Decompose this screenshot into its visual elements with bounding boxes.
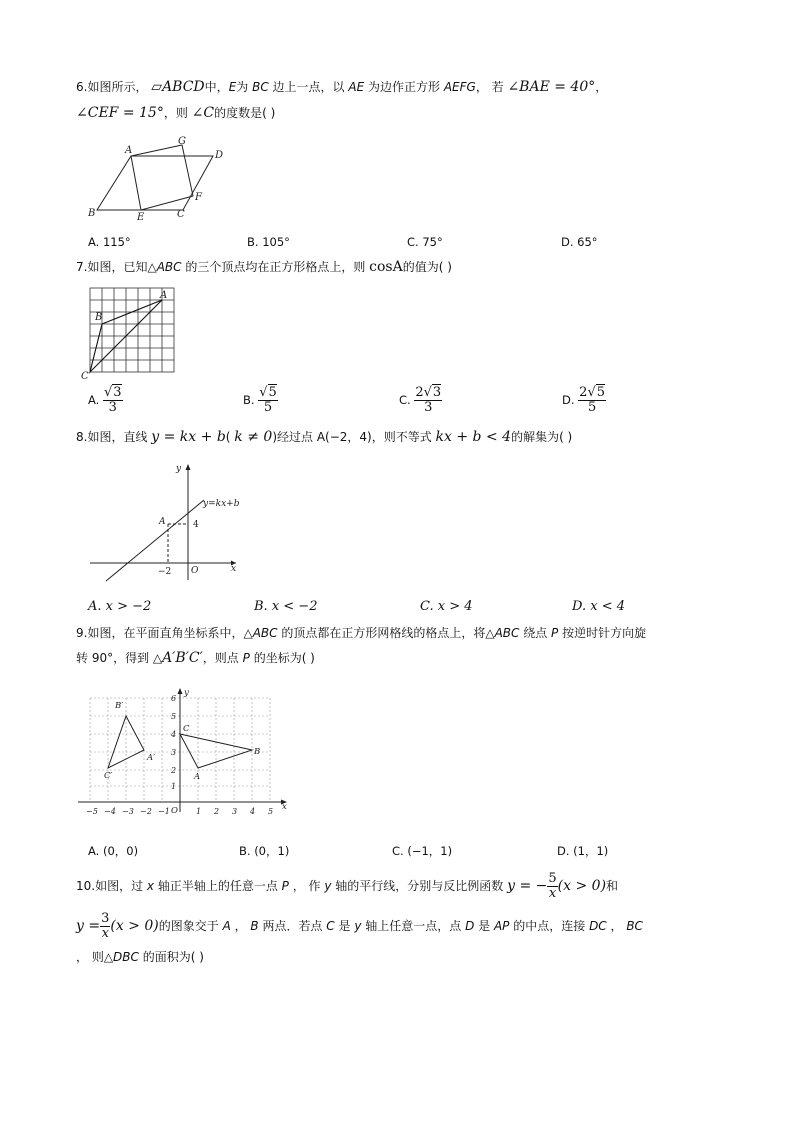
numerator: 5 bbox=[548, 871, 557, 886]
q6-bc: BC bbox=[252, 80, 269, 94]
q10-dbc: DBC bbox=[113, 950, 139, 964]
q10-text: 的图象交于 bbox=[158, 919, 223, 933]
label-line-eq: y=kx+b bbox=[203, 499, 240, 509]
q9-option-a[interactable]: A. (0，0) bbox=[88, 844, 139, 858]
q7-option-c[interactable] bbox=[399, 386, 442, 415]
label-four: 4 bbox=[193, 520, 199, 530]
coefficient: 2 bbox=[579, 385, 588, 400]
q9-p: P bbox=[551, 626, 559, 640]
tick-label: −5 bbox=[86, 807, 98, 816]
tick-label: 3 bbox=[232, 807, 238, 816]
label-a: A bbox=[125, 145, 133, 156]
q9-text: 转 90°，得到 △ bbox=[76, 651, 163, 665]
q10-prefix: 10.如图，过 bbox=[76, 879, 147, 893]
q9-text: 按逆时针方向旋 bbox=[558, 626, 647, 640]
q10-dc: DC bbox=[589, 919, 607, 933]
q10-text: ， 作 bbox=[288, 879, 325, 893]
q10-text: ， bbox=[230, 919, 251, 933]
q6-prefix: 6.如图所示， bbox=[76, 80, 148, 94]
y-arrow-icon bbox=[186, 464, 191, 470]
tick-label: −4 bbox=[104, 807, 116, 816]
label-g: G bbox=[178, 136, 186, 147]
fraction: $\frac{√5}{5}$ bbox=[259, 385, 277, 415]
tick-label: 4 bbox=[171, 730, 177, 739]
question-6-stem bbox=[76, 76, 726, 98]
denominator: x bbox=[101, 926, 109, 941]
label-e: E bbox=[137, 212, 145, 223]
fraction: $\frac{2√3}{3}$ bbox=[415, 385, 442, 415]
q6-text: ，则 bbox=[163, 106, 192, 120]
q10-d: D bbox=[465, 919, 475, 933]
q6-aefg: AEFG bbox=[443, 80, 476, 94]
question-10-stem-line3 bbox=[76, 946, 726, 968]
denominator: 3 bbox=[424, 400, 433, 415]
q8-option-d[interactable]: D. x < 4 bbox=[572, 599, 625, 614]
label-a: A bbox=[159, 517, 166, 527]
q6-text: 为边作正方形 bbox=[364, 80, 444, 94]
parallelogram-symbol: ▱ bbox=[151, 79, 163, 95]
label-b: B bbox=[88, 208, 96, 219]
q6-option-a[interactable]: A. 115° bbox=[88, 235, 131, 249]
y-arrow-icon bbox=[178, 688, 183, 694]
numerator: 3 bbox=[432, 385, 442, 400]
label-c-prime: C′ bbox=[104, 771, 113, 781]
q10-y: y bbox=[354, 919, 362, 933]
q9-text: 的顶点都在正方形网格线的格点上，将△ bbox=[277, 626, 495, 640]
numerator: 5 bbox=[596, 385, 606, 400]
tick-label: 5 bbox=[171, 712, 177, 721]
label-a: A bbox=[194, 772, 201, 782]
line-y-kx-b bbox=[106, 500, 204, 581]
q10-func2-lhs: y = bbox=[76, 918, 101, 934]
q7-cos: cosA bbox=[369, 259, 403, 275]
q10-text: 是 bbox=[474, 919, 494, 933]
q6-suffix: 的度数是( ) bbox=[214, 106, 276, 120]
denominator: 3 bbox=[108, 400, 117, 415]
label-f: F bbox=[195, 192, 202, 203]
numerator: 3 bbox=[113, 385, 122, 400]
q7-text: 的三个顶点均在正方形格点上，则 bbox=[181, 260, 370, 274]
q9-abc-prime: A′B′C′ bbox=[162, 650, 203, 666]
q9-text: 绕点 bbox=[519, 626, 552, 640]
q6-ae: AE bbox=[348, 80, 365, 94]
label-c: C bbox=[177, 209, 185, 220]
q6-text: ， bbox=[595, 80, 608, 94]
question-10-stem-line2 bbox=[76, 912, 726, 941]
tick-label: −1 bbox=[158, 807, 170, 816]
q9-option-d[interactable]: D. (1，1) bbox=[557, 844, 609, 858]
q6-option-d[interactable]: D. 65° bbox=[561, 235, 598, 249]
numerator: 5 bbox=[268, 385, 277, 400]
q10-text: 轴上任意一点，点 bbox=[361, 919, 466, 933]
q10-func1-fraction bbox=[547, 872, 557, 901]
q8-text: ( bbox=[225, 430, 235, 444]
denominator: 5 bbox=[587, 400, 597, 415]
q10-text: ， bbox=[606, 919, 627, 933]
q8-inequality: kx + b < 4 bbox=[435, 429, 512, 445]
q10-c: C bbox=[326, 919, 335, 933]
question-10-stem bbox=[76, 872, 726, 901]
denominator: 5 bbox=[263, 400, 273, 415]
label-d: D bbox=[215, 150, 224, 161]
label-x: x bbox=[282, 802, 287, 812]
label-b: B bbox=[95, 312, 103, 323]
q7-suffix: 的值为( ) bbox=[402, 260, 452, 274]
label-c: C bbox=[81, 371, 89, 382]
label-origin: O bbox=[191, 566, 199, 576]
label-y: y bbox=[184, 688, 189, 698]
q7-prefix: 7.如图，已知△ bbox=[76, 260, 157, 274]
q8-figure bbox=[90, 462, 250, 584]
q10-text: 两点．若点 bbox=[258, 919, 327, 933]
tick-label: 4 bbox=[250, 807, 256, 816]
tick-label: 3 bbox=[171, 748, 177, 757]
numerator: 3 bbox=[101, 911, 110, 926]
tick-label: −2 bbox=[140, 807, 152, 816]
q6-angle-bae: ∠BAE = 40° bbox=[507, 79, 596, 95]
q10-text: 和 bbox=[606, 879, 619, 893]
tick-label: 2 bbox=[214, 807, 220, 816]
q10-text: 的中点，连接 bbox=[509, 919, 590, 933]
tick-label: 1 bbox=[196, 807, 202, 816]
q8-line-eq: y = kx + b bbox=[151, 429, 226, 445]
q7-figure bbox=[80, 286, 180, 382]
q8-cond: k ≠ 0 bbox=[234, 429, 273, 445]
q10-text: 轴正半轴上的任意一点 bbox=[154, 879, 282, 893]
q7-option-b[interactable] bbox=[243, 386, 278, 415]
q10-b: B bbox=[250, 919, 259, 933]
q10-bc: BC bbox=[626, 919, 643, 933]
question-9-stem-line2 bbox=[76, 647, 726, 669]
q10-func1-domain: (x > 0) bbox=[557, 878, 607, 894]
label-b: B bbox=[254, 747, 261, 757]
q6-e: E bbox=[228, 80, 237, 94]
label-a-prime: A′ bbox=[147, 753, 156, 763]
q7-abc: ABC bbox=[156, 260, 182, 274]
tick-label: 2 bbox=[171, 766, 177, 775]
label-x: x bbox=[231, 564, 237, 574]
option-label: D. bbox=[562, 393, 575, 407]
q9-suffix: 的坐标为( ) bbox=[249, 651, 315, 665]
q6-text: ， 若 bbox=[475, 80, 508, 94]
q7-option-a[interactable] bbox=[88, 386, 123, 415]
option-label: B. bbox=[243, 393, 255, 407]
q9-p: P bbox=[242, 651, 250, 665]
q6-text: 中， bbox=[204, 80, 229, 94]
fraction: $\frac{√3}{3}$ bbox=[103, 385, 122, 415]
q6-text: 边上一点，以 bbox=[268, 80, 349, 94]
q9-abc: ABC bbox=[494, 626, 520, 640]
q8-option-b[interactable]: B. x < −2 bbox=[254, 599, 318, 614]
q10-suffix: 的面积为( ) bbox=[138, 950, 204, 964]
q6-abcd: ABCD bbox=[162, 79, 205, 95]
label-b-prime: B′ bbox=[115, 701, 124, 711]
label-neg2: −2 bbox=[158, 567, 172, 577]
option-label: C. bbox=[399, 393, 411, 407]
coefficient: 2 bbox=[415, 385, 424, 400]
q9-prefix: 9.如图，在平面直角坐标系中，△ bbox=[76, 626, 253, 640]
q10-y: y bbox=[324, 879, 332, 893]
tick-label: −3 bbox=[122, 807, 134, 816]
label-a: A bbox=[160, 290, 168, 301]
q10-a: A bbox=[222, 919, 231, 933]
q8-text: ，则不等式 bbox=[371, 430, 436, 444]
q6-option-c[interactable]: C. 75° bbox=[407, 235, 443, 249]
q9-abc: ABC bbox=[252, 626, 278, 640]
q10-p: P bbox=[281, 879, 289, 893]
q8-prefix: 8.如图，直线 bbox=[76, 430, 152, 444]
q8-suffix: 的解集为( ) bbox=[511, 430, 573, 444]
q10-text: ， 则△ bbox=[76, 950, 114, 964]
question-6-stem-line2 bbox=[76, 102, 726, 124]
q6-option-b[interactable]: B. 105° bbox=[247, 235, 290, 249]
fraction: $\frac{2√5}{5}$ bbox=[579, 385, 606, 415]
q10-x: x bbox=[146, 879, 155, 893]
q10-text: 轴的平行线，分别与反比例函数 bbox=[331, 879, 508, 893]
square-aefg bbox=[131, 145, 193, 210]
q9-option-c[interactable]: C. (−1，1) bbox=[392, 844, 453, 858]
label-y: y bbox=[176, 464, 182, 474]
y-tick-labels bbox=[170, 694, 176, 791]
q6-angle-c: ∠C bbox=[191, 105, 215, 121]
q9-text: ，则点 bbox=[202, 651, 243, 665]
q9-figure bbox=[78, 688, 293, 820]
question-9-stem bbox=[76, 622, 726, 644]
option-label: A. bbox=[88, 393, 100, 407]
q8-text: )经过点 bbox=[272, 430, 317, 444]
q10-text: 是 bbox=[334, 919, 355, 933]
q7-option-d[interactable] bbox=[562, 386, 606, 415]
label-origin: O bbox=[171, 806, 178, 816]
tick-label: 5 bbox=[268, 807, 274, 816]
tick-label: 1 bbox=[171, 782, 177, 791]
q10-func1-lhs: y = − bbox=[507, 878, 548, 894]
denominator: x bbox=[548, 886, 557, 901]
q10-func2-fraction bbox=[100, 912, 110, 941]
q8-option-c[interactable]: C. x > 4 bbox=[420, 599, 473, 614]
label-c: C bbox=[183, 724, 190, 734]
q6-figure bbox=[85, 136, 230, 222]
q9-option-b[interactable]: B. (0，1) bbox=[239, 844, 290, 858]
question-7-stem bbox=[76, 256, 726, 278]
q10-ap: AP bbox=[493, 919, 510, 933]
question-8-stem bbox=[76, 426, 726, 448]
q6-angle-cef: ∠CEF = 15° bbox=[76, 105, 164, 121]
q8-point: A(−2，4) bbox=[316, 430, 372, 444]
q6-text: 为 bbox=[236, 80, 253, 94]
q8-option-a[interactable]: A. x > −2 bbox=[88, 599, 152, 614]
q10-func2-domain: (x > 0) bbox=[110, 918, 159, 934]
tick-label: 6 bbox=[171, 694, 177, 703]
